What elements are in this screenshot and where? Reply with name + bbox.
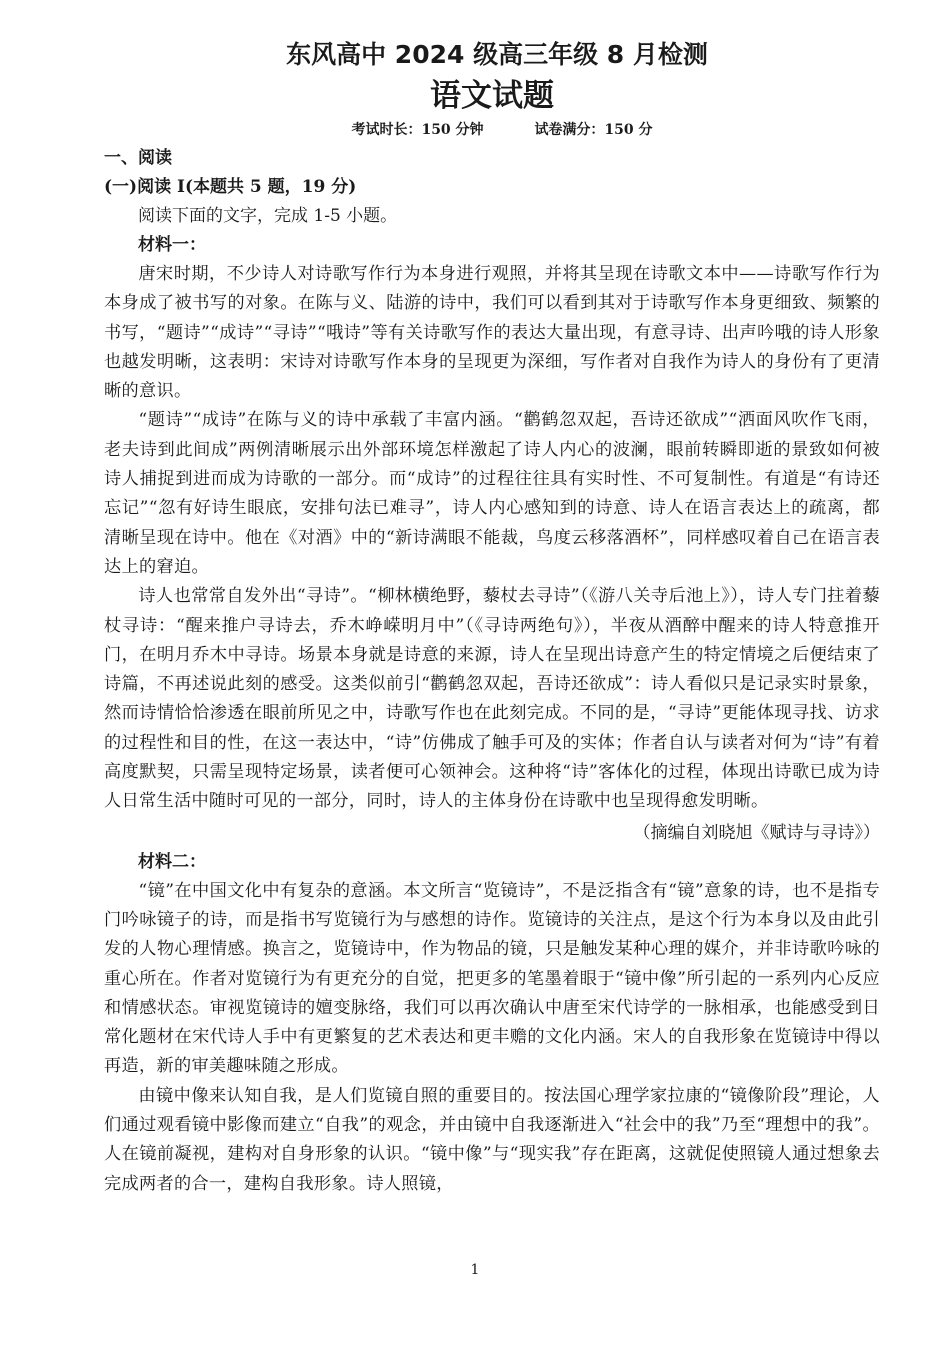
page-number: 1	[470, 1262, 480, 1278]
material-two-label: 材料二：	[138, 851, 206, 872]
material-one-paragraph: 唐宋时期，不少诗人对诗歌写作行为本身进行观照，并将其呈现在诗歌文本中——诗歌写作行为本身成了被书写的对象。在陈与义、陆游的诗中，我们可以看到其对于诗歌写作本身更细致、频繁的书写，“题诗”“成诗”“寻诗”“哦诗”等有关诗歌写作的表达大量出现，有意寻诗、出声吟哦的诗人形象也越发明晰，这表明：宋诗对诗歌写作本身的呈现更为深细，写作者对自我作为诗人的身份有了更清晰的意识。	[104, 264, 880, 402]
exam-title: 东风高中 2024 级高三年级 8 月检测	[286, 40, 708, 69]
material-one-source: （摘编自刘晓旭《赋诗与寻诗》）	[633, 822, 880, 843]
material-two-paragraph: “镜”在中国文化中有复杂的意涵。本文所言“览镜诗”，不是泛指含有“镜”意象的诗，也不是指专门吟咏镜子的诗，而是指书写览镜行为与感想的诗作。览镜诗的关注点，是这个行为本身以及由此引发的人物心理情感。换言之，览镜诗中，作为物品的镜，只是触发某种心理的媒介，并非诗歌吟咏的重心所在。作者对览镜行为有更充分的自觉，把更多的笔墨着眼于“镜中像”所引起的一系列内心反应和情感状态。审视览镜诗的嬗变脉络，我们可以再次确认中唐至宋代诗学的一脉相承，也能感受到日常化题材在宋代诗人手中有更繁复的艺术表达和更丰赡的文化内涵。宋人的自我形象在览镜诗中得以再造，新的审美趣味随之形成。	[104, 880, 880, 1077]
material-one-paragraph: “题诗”“成诗”在陈与义的诗中承载了丰富内涵。“鹳鹤忽双起，吾诗还欲成”“洒面风吹作飞雨，老夫诗到此间成”两例清晰展示出外部环境怎样激起了诗人内心的波澜，眼前转瞬即逝的景致如何被诗人捕捉到进而成为诗歌的一部分。而“成诗”的过程往往具有实时性、不可复制性。有道是“有诗还忘记”“忽有好诗生眼底，安排句法已难寻”，诗人内心感知到的诗意、诗人在语言表达上的疏离，都清晰呈现在诗中。他在《对酒》中的“新诗满眼不能裁，鸟度云移落酒杯”，同样感叹着自己在语言表达上的窘迫。	[104, 410, 880, 577]
material-two-paragraph: 由镜中像来认知自我，是人们览镜自照的重要目的。按法国心理学家拉康的“镜像阶段”理论，人们通过观看镜中影像而建立“自我”的观念，并由镜中自我逐渐进入“社会中的我”乃至“理想中的我”。人在镜前凝视，建构对自身形象的认识。“镜中像”与“现实我”存在距离，这就促使照镜人通过想象去完成两者的合一，建构自我形象。诗人照镜，	[104, 1085, 880, 1194]
material-one-paragraph: 诗人也常常自发外出“寻诗”。“柳林横绝野，藜杖去寻诗”（《游八关寺后池上》），诗人专门拄着藜杖寻诗：“醒来推户寻诗去，乔木峥嵘明月中”（《寻诗两绝句》），半夜从酒醉中醒来的诗人特意推开门，在明月乔木中寻诗。场景本身就是诗意的来源，诗人在呈现出诗意产生的特定情境之后便结束了诗篇，不再述说此刻的感受。这类似前引“鹳鹤忽双起，吾诗还欲成”：诗人看似只是记录实时景象，然而诗情恰恰渗透在眼前所见之中，诗歌写作也在此刻完成。不同的是，“寻诗”更能体现寻找、访求的过程性和目的性，在这一表达中，“诗”仿佛成了触手可及的实体；作者自认与读者对何为“诗”有着高度默契，只需呈现特定场景，读者便可心领神会。这种将“诗”客体化的过程，体现出诗歌已成为诗人日常生活中随时可见的一部分，同时，诗人的主体身份在诗歌中也呈现得愈发明晰。	[104, 586, 880, 812]
material-one-label: 材料一：	[138, 235, 206, 255]
subject-title: 语文试题	[430, 78, 554, 114]
instruction-text: 阅读下面的文字，完成 1-5 小题。	[138, 206, 398, 226]
section-heading: 一、阅读	[104, 148, 172, 168]
exam-info	[124, 118, 880, 142]
subsection-heading: (一)阅读 I(本题共 5 题，19 分)	[104, 177, 357, 197]
full-score: 试卷满分：150 分	[534, 122, 653, 138]
exam-time: 考试时长：150 分钟	[351, 122, 484, 138]
